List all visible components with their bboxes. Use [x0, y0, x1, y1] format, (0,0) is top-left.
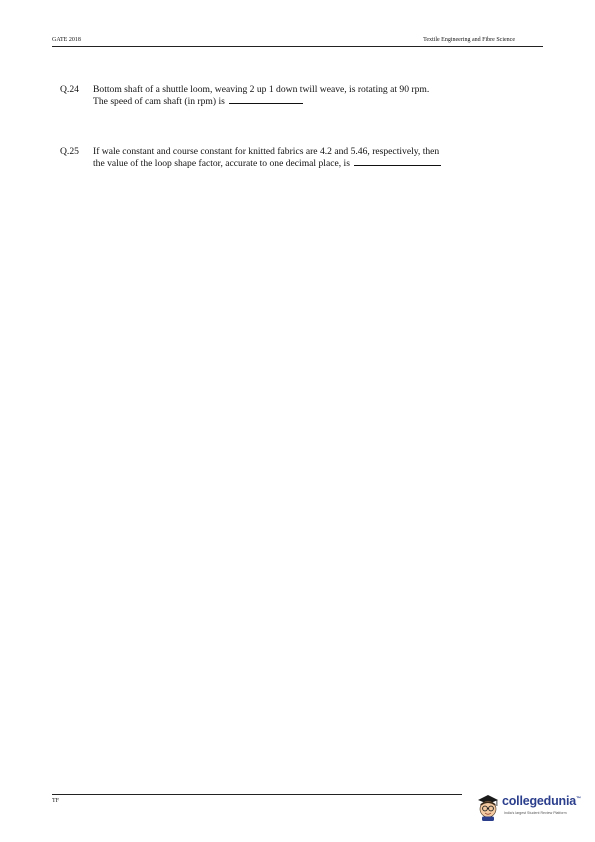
- exam-title: GATE 2018: [52, 37, 81, 43]
- question-text: [93, 84, 539, 107]
- question-line-text: the value of the loop shape factor, accurate to one decimal place, is: [93, 158, 350, 169]
- question-line: If wale constant and course constant for knitted fabrics are 4.2 and 5.46, respectively, then: [93, 146, 440, 157]
- question-line: Bottom shaft of a shuttle loom, weaving 2 up 1 down twill weave, is rotating at 90 rpm.: [93, 84, 430, 95]
- page-header: [52, 37, 543, 47]
- question-number: Q.24: [60, 84, 79, 95]
- answer-blank: [229, 95, 303, 104]
- mascot-icon: [476, 793, 500, 821]
- collegedunia-logo: [476, 790, 590, 826]
- question-line: [93, 95, 539, 107]
- answer-blank: [354, 157, 441, 166]
- question-line: [93, 157, 539, 169]
- logo-tagline: India's largest Student Review Platform: [504, 811, 567, 815]
- paper-subject: Textile Engineering and Fibre Science: [423, 37, 515, 43]
- question-line-text: The speed of cam shaft (in rpm) is: [93, 96, 225, 107]
- header-divider: [52, 46, 543, 47]
- footer-divider: [52, 794, 462, 795]
- question-number: Q.25: [60, 146, 79, 157]
- question-text: [93, 146, 539, 169]
- paper-code: TF: [52, 798, 60, 804]
- logo-wordmark: [502, 794, 581, 808]
- logo-name: collegedunia: [502, 794, 577, 808]
- trademark: ™: [576, 795, 581, 802]
